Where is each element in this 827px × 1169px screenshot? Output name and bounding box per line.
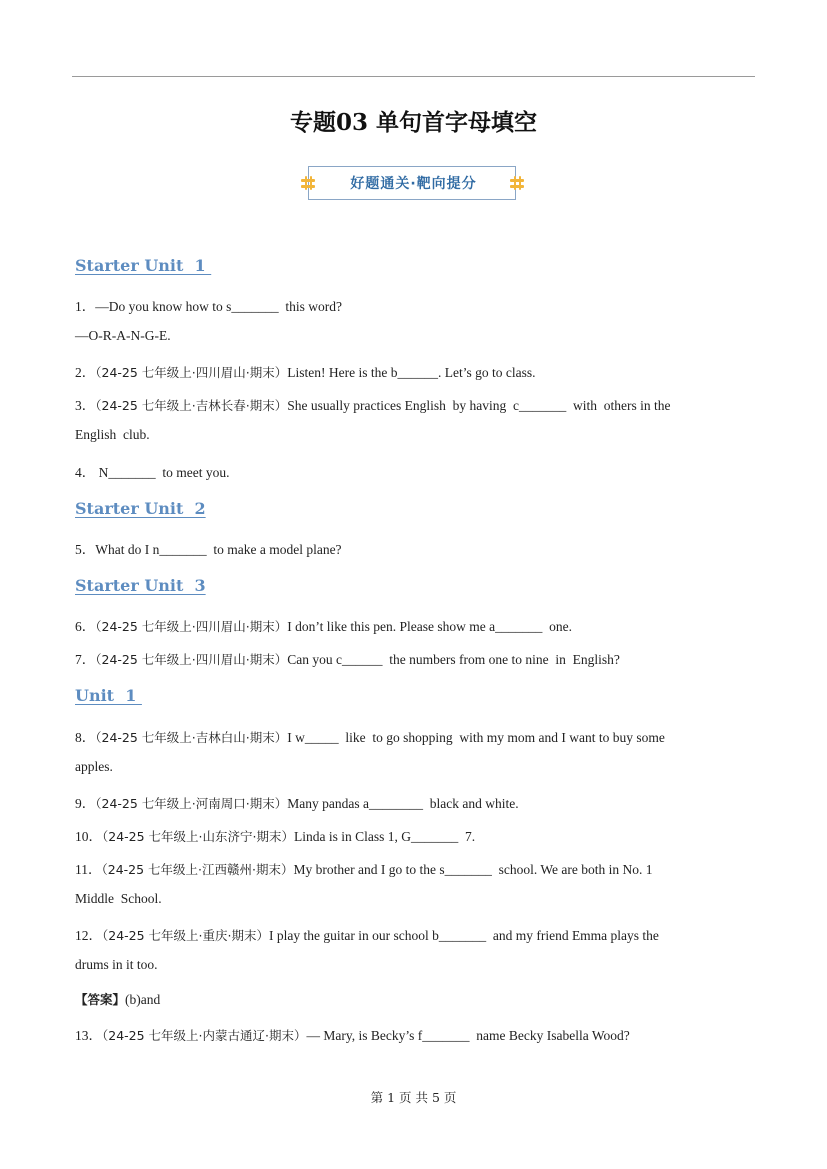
question-line: 1．—Do you know how to s_______ this word? [75,299,342,314]
question-line: English club. [75,427,150,442]
question-line: 13．（24-25 七年级上·内蒙古通辽·期末）— Mary, is Becky’s f_______ name Becky Isabella Wood? [75,1028,630,1043]
question-line: 6．（24-25 七年级上·四川眉山·期末）I don’t like this pen. Please show me a_______ one. [75,619,572,634]
section-heading: Starter Unit 3 [75,576,206,595]
question-line: 12．（24-25 七年级上·重庆·期末）I play the guitar in our school b_______ and my friend Emma plays the [75,928,659,943]
question-line: 7．（24-25 七年级上·四川眉山·期末）Can you c______ the numbers from one to nine in English? [75,652,620,667]
answer-line: 【答案】(b)and [75,992,161,1007]
section-heading: Unit 1 [75,686,142,705]
section-heading: Starter Unit 2 [75,499,206,518]
question-line: Middle School. [75,891,162,906]
question-line: 4． N_______ to meet you. [75,465,230,480]
page-footer: 第 1 页 共 5 页 [370,1090,457,1105]
question-line: 2．（24-25 七年级上·四川眉山·期末）Listen! Here is the b______. Let’s go to class. [75,365,536,380]
question-line: 9．（24-25 七年级上·河南周口·期末）Many pandas a________ black and white. [75,796,519,811]
question-line: drums in it too. [75,957,158,972]
question-line: apples. [75,759,113,774]
page-title: 专题03 单句首字母填空 [289,109,537,136]
question-line: 10．（24-25 七年级上·山东济宁·期末）Linda is in Class 1, G_______ 7. [75,829,476,844]
question-line: 3．（24-25 七年级上·吉林长春·期末）She usually practices English by having c_______ with others in the [75,398,671,413]
question-line: 11．（24-25 七年级上·江西赣州·期末）My brother and I go to the s_______ school. We are both in No. 1 [75,862,653,877]
header-rule [72,76,755,77]
section-banner [299,166,528,202]
section-heading: Starter Unit 1 [75,256,212,275]
banner-text: 好题通关·靶向提分 [350,176,477,192]
question-line: —O-R-A-N-G-E. [75,328,171,343]
question-line: 5．What do I n_______ to make a model plane? [75,542,342,557]
question-line: 8．（24-25 七年级上·吉林白山·期末）I w_____ like to go shopping with my mom and I want to buy some [75,730,665,745]
